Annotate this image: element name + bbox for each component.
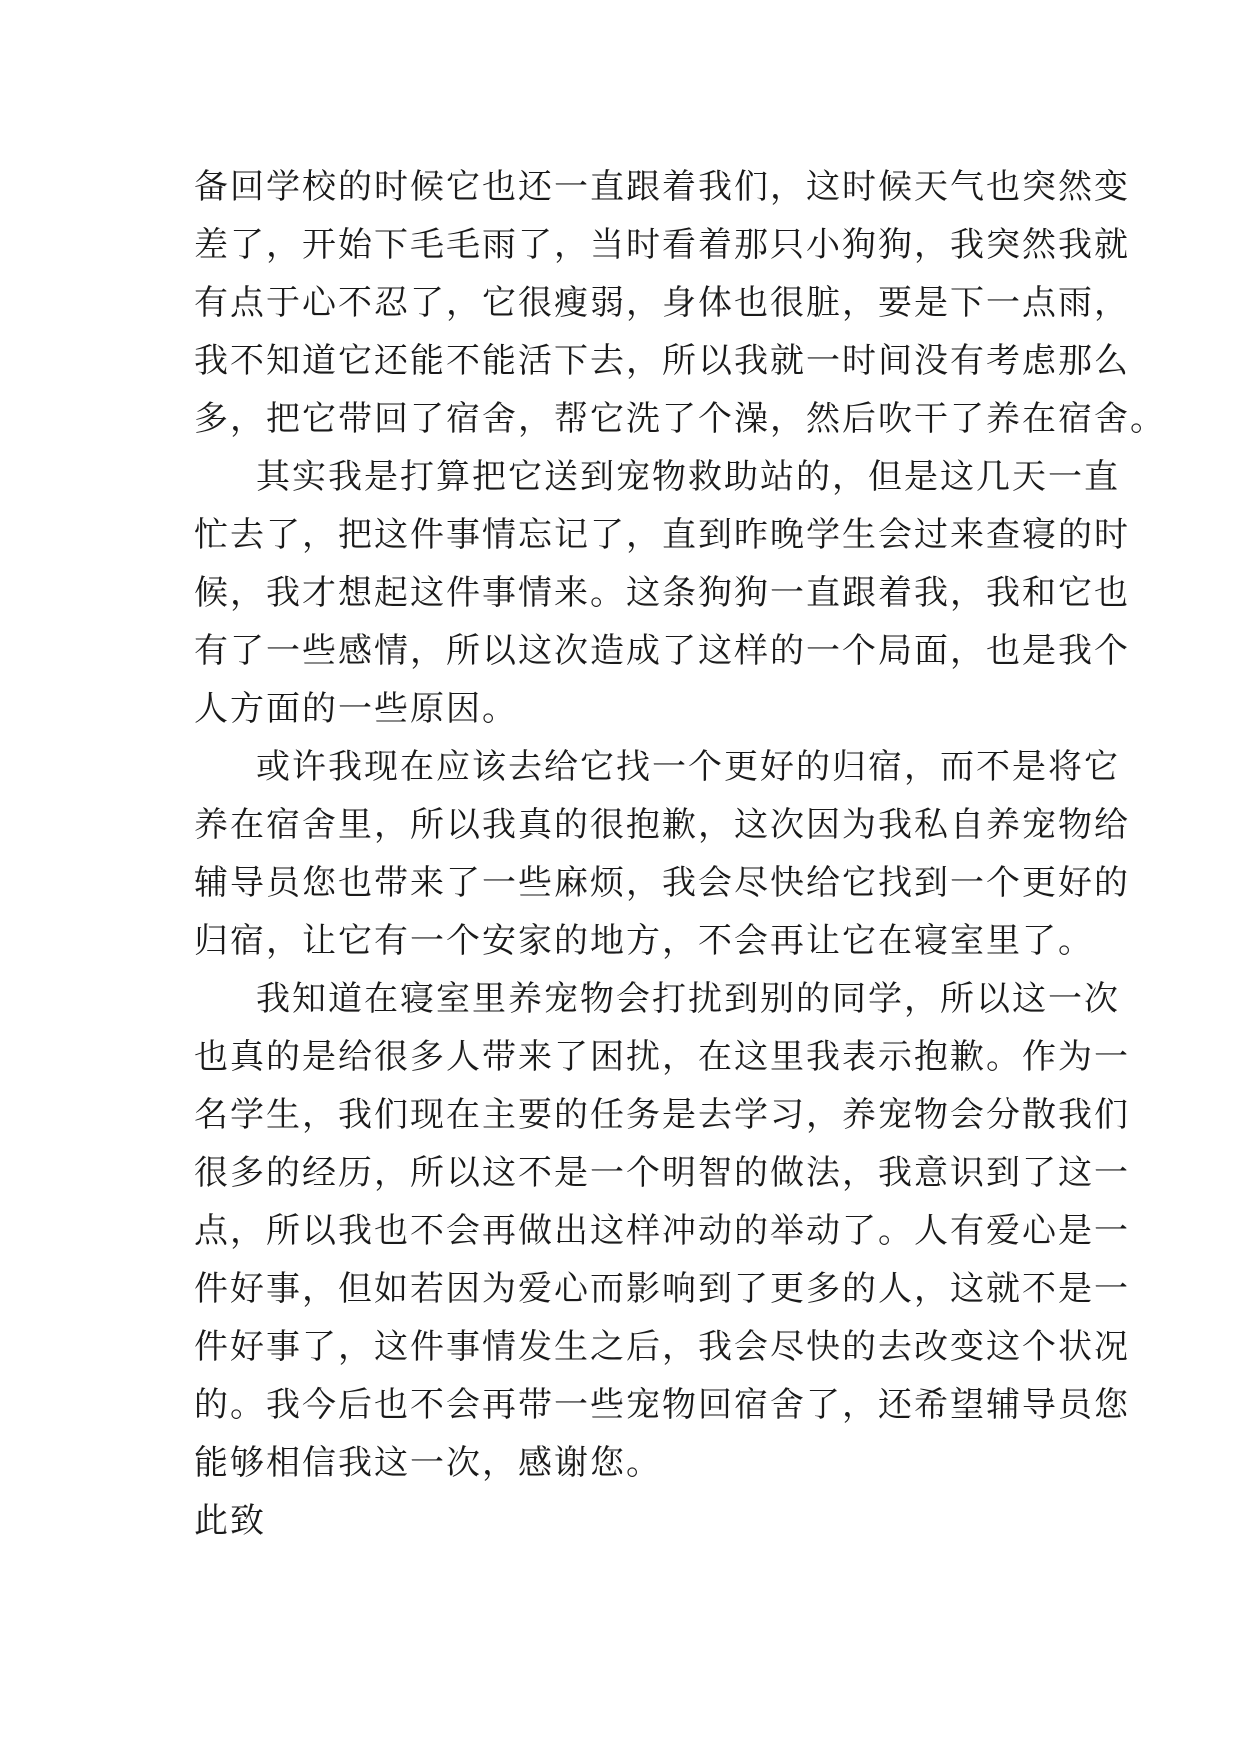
- text-line: 人方面的一些原因。: [194, 689, 518, 729]
- text-line: 有点于心不忍了，它很瘦弱，身体也很脏，要是下一点雨，: [194, 283, 1130, 323]
- text-line: 点，所以我也不会再做出这样冲动的举动了。人有爱心是一: [194, 1211, 1130, 1251]
- text-line: 养在宿舍里，所以我真的很抱歉，这次因为我私自养宠物给: [194, 805, 1130, 845]
- text-line: 名学生，我们现在主要的任务是去学习，养宠物会分散我们: [194, 1095, 1130, 1135]
- text-line: 的。我今后也不会再带一些宠物回宿舍了，还希望辅导员您: [194, 1385, 1130, 1425]
- text-line: 能够相信我这一次，感谢您。: [194, 1443, 662, 1483]
- letter-body: [194, 158, 1166, 1550]
- text-line: 有了一些感情，所以这次造成了这样的一个局面，也是我个: [194, 631, 1130, 671]
- paragraph-start-line: 我知道在寝室里养宠物会打扰到别的同学，所以这一次: [256, 979, 1120, 1019]
- text-line: 我不知道它还能不能活下去，所以我就一时间没有考虑那么: [194, 341, 1130, 381]
- paragraph-start-line: 其实我是打算把它送到宠物救助站的，但是这几天一直: [256, 457, 1120, 497]
- text-line: 忙去了，把这件事情忘记了，直到昨晚学生会过来查寝的时: [194, 515, 1130, 555]
- closing-salutation: 此致: [194, 1501, 266, 1541]
- text-line: 件好事了，这件事情发生之后，我会尽快的去改变这个状况: [194, 1327, 1130, 1367]
- text-line: 多，把它带回了宿舍，帮它洗了个澡，然后吹干了养在宿舍。: [194, 399, 1166, 439]
- text-line: 归宿，让它有一个安家的地方，不会再让它在寝室里了。: [194, 921, 1094, 961]
- text-line: 候，我才想起这件事情来。这条狗狗一直跟着我，我和它也: [194, 573, 1130, 613]
- paragraph-start-line: 或许我现在应该去给它找一个更好的归宿，而不是将它: [256, 747, 1120, 787]
- text-line: 差了，开始下毛毛雨了，当时看着那只小狗狗，我突然我就: [194, 225, 1130, 265]
- text-line: 件好事，但如若因为爱心而影响到了更多的人，这就不是一: [194, 1269, 1130, 1309]
- text-line: 很多的经历，所以这不是一个明智的做法，我意识到了这一: [194, 1153, 1130, 1193]
- text-line: 也真的是给很多人带来了困扰，在这里我表示抱歉。作为一: [194, 1037, 1130, 1077]
- text-line: 辅导员您也带来了一些麻烦，我会尽快给它找到一个更好的: [194, 863, 1130, 903]
- text-line: 备回学校的时候它也还一直跟着我们，这时候天气也突然变: [194, 167, 1130, 207]
